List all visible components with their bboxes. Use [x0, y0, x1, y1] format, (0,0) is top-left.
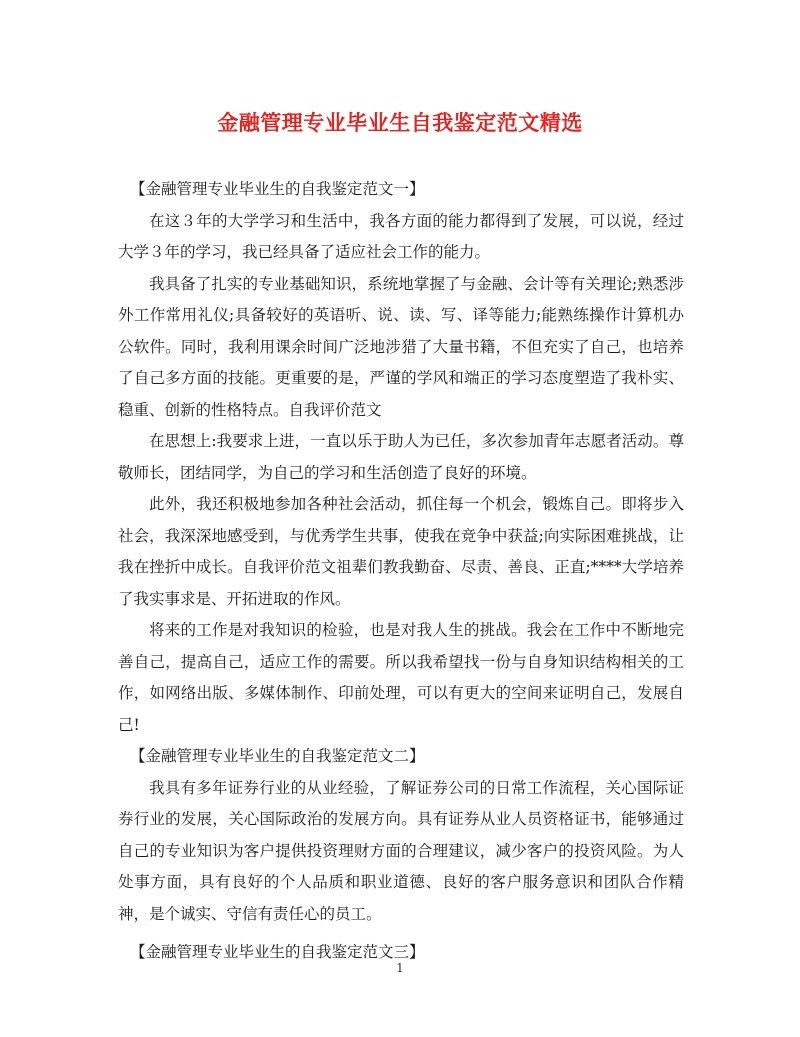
- section-heading-3: 【金融管理专业毕业生的自我鉴定范文三】: [130, 943, 425, 961]
- paragraph: 将来的工作是对我知识的检验，也是对我人生的挑战。我会在工作中不断地完善自己，提高自己，适应工作的需要。所以我希望找一份与自身知识结构相关的工作，如网络出版、多媒体制作、印前处理，可以有更大的空间来证明自己，发展自己!: [118, 621, 684, 734]
- page-title: 金融管理专业毕业生自我鉴定范文精选: [217, 110, 583, 135]
- section-heading-1: 【金融管理专业毕业生的自我鉴定范文一】: [130, 180, 425, 198]
- document-body: [118, 174, 684, 969]
- paragraph: 我具备了扎实的专业基础知识，系统地掌握了与金融、会计等有关理论;熟悉涉外工作常用礼仪;具备较好的英语听、说、读、写、译等能力;能熟练操作计算机办公软件。同时，我利用课余时间广泛地涉猎了大量书籍，不但充实了自己，也培养了自己多方面的技能。更重要的是，严谨的学风和端正的学习态度塑造了我朴实、稳重、创新的性格特点。自我评价范文: [118, 274, 684, 419]
- paragraph: 在这３年的大学学习和生活中，我各方面的能力都得到了发展，可以说，经过大学３年的学习，我已经具备了适应社会工作的能力。: [118, 211, 684, 261]
- paragraph: 我具有多年证券行业的从业经验，了解证券公司的日常工作流程，关心国际证券行业的发展，关心国际政治的发展方向。具有证券从业人员资格证书，能够通过自己的专业知识为客户提供投资理财方面的合理建议，减少客户的投资风险。为人处事方面，具有良好的个人品质和职业道德、良好的客户服务意识和团队合作精神，是个诚实、守信有责任心的员工。: [118, 778, 684, 923]
- paragraph: 此外，我还积极地参加各种社会活动，抓住每一个机会，锻炼自己。即将步入社会，我深深地感受到，与优秀学生共事，使我在竞争中获益;向实际困难挑战，让我在挫折中成长。自我评价范文祖辈们教我勤奋、尽责、善良、正直;****大学培养了我实事求是、开拓进取的作风。: [118, 495, 684, 608]
- section-heading-2: 【金融管理专业毕业生的自我鉴定范文二】: [130, 747, 425, 765]
- page-number: 1: [396, 961, 404, 975]
- paragraph: 在思想上:我要求上进，一直以乐于助人为已任，多次参加青年志愿者活动。尊敬师长，团结同学，为自己的学习和生活创造了良好的环境。: [118, 432, 684, 482]
